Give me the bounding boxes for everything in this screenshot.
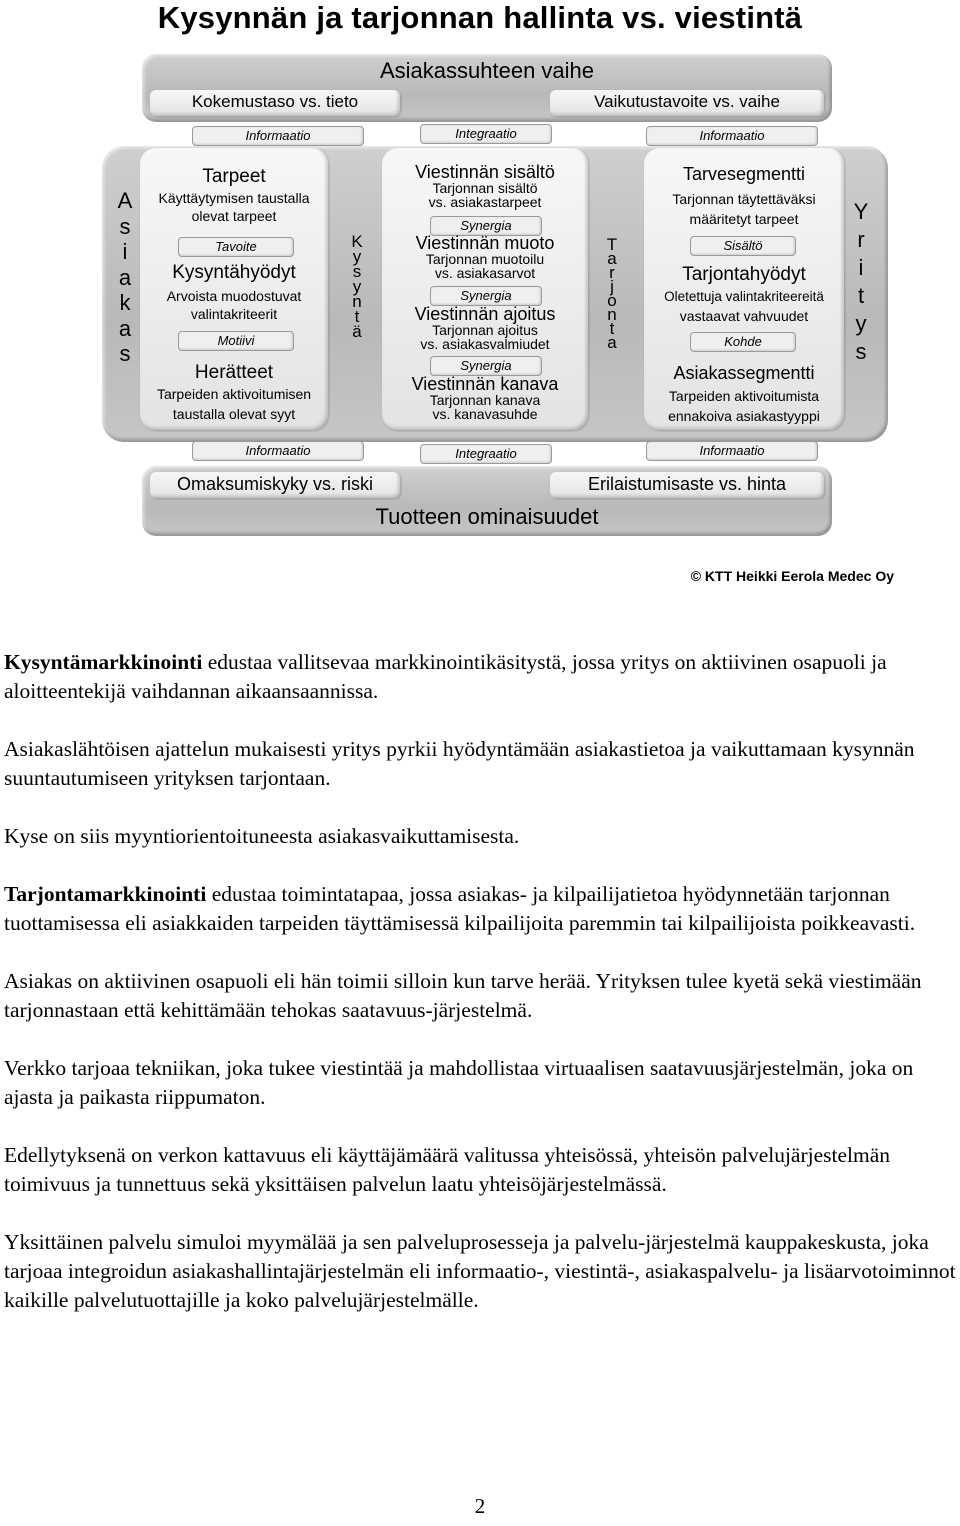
page-title: Kysynnän ja tarjonnan hallinta vs. viestintä — [157, 0, 803, 35]
center-p2: Synergia — [430, 286, 542, 306]
center-s2a: Tarjonnan muotoilu — [425, 251, 545, 267]
center-s3a: Tarjonnan ajoitus — [432, 322, 538, 338]
bottom-band-heading: Tuotteen ominaisuudet — [375, 504, 599, 529]
left-s2b: valintakriteerit — [190, 306, 278, 322]
paragraph: Yksittäinen palvelu simuloi myymälää ja sen palveluprosesseja ja palvelu-järjestelmä kauppakeskusta, joka tarjoaa integroidun asiakashallintajärjestelmän eli informaatio-, viestintä-, asiakaspalvelu- ja lisäarvotoiminnot kaikille palvelutuottajille ja koko palvelujärjestelmälle. — [4, 1230, 956, 1312]
right-s2a: Oletettuja valintakriteereitä — [664, 289, 824, 304]
paragraph: Kyse on siis myyntiorientoituneesta asiakasvaikuttamisesta. — [4, 824, 520, 848]
top-band-right: Vaikutustavoite vs. vaihe — [594, 92, 780, 111]
right-h3: Asiakassegmentti — [673, 363, 815, 383]
copyright: © KTT Heikki Eerola Medec Oy — [690, 568, 894, 584]
left-p1: Tavoite — [178, 237, 294, 257]
top-band-left: Kokemustaso vs. tieto — [191, 92, 359, 111]
right-s3a: Tarpeiden aktivoitumista — [668, 388, 820, 404]
center-s1b: vs. asiakastarpeet — [428, 194, 542, 210]
right-h1: Tarvesegmentti — [682, 164, 806, 184]
tarjonta-vertical: T a r j o n t a — [606, 235, 618, 352]
body-text — [4, 648, 958, 1344]
left-s3b: taustalla olevat syyt — [172, 406, 296, 422]
asiakas-vertical: A s i a k a s — [117, 188, 133, 366]
kysynta-vertical: K y s y n t ä — [351, 232, 363, 341]
center-s4a: Tarjonnan kanava — [429, 392, 541, 408]
paragraph: Asiakaslähtöisen ajattelun mukaisesti yritys pyrkii hyödyntämään asiakastietoa ja vaikuttamaan kysynnän suuntautumiseen yrityksen tarjontaan. — [4, 737, 915, 790]
paragraph: Kysyntämarkkinointi edustaa vallitsevaa markkinointikäsitystä, jossa yritys on aktiivinen osapuoli ja aloitteentekijä vaihdannan aikaansaannissa. — [4, 650, 887, 703]
center-h3: Viestinnän ajoitus — [414, 304, 556, 324]
paragraph: Verkko tarjoaa tekniikan, joka tukee viestintää ja mahdollistaa virtuaalisen saatavuusjärjestelmän, joka on ajasta ja paikasta riippumaton. — [4, 1056, 914, 1109]
right-s1a: Tarjonnan täytettäväksi — [672, 191, 816, 207]
top-connector-integraatio: Integraatio — [420, 124, 552, 144]
center-s4b: vs. kanavasuhde — [432, 406, 538, 422]
left-s3a: Tarpeiden aktivoitumisen — [156, 386, 312, 402]
center-p3: Synergia — [430, 356, 542, 376]
page-number: 2 — [474, 1494, 486, 1518]
paragraph: Asiakas on aktiivinen osapuoli eli hän toimii silloin kun tarve herää. Yrityksen tulee kyetä sekä viestimään tarjonnastaan että kehittämään tehokas saatavuus-järjestelmä. — [4, 969, 922, 1022]
bottom-band-left: Omaksumiskyky vs. riski — [176, 474, 373, 494]
center-h4: Viestinnän kanava — [411, 374, 559, 394]
bottom-connector-informaatio-left: Informaatio — [192, 441, 364, 461]
left-s2a: Arvoista muodostuvat — [166, 288, 302, 304]
bottom-connector-integraatio: Integraatio — [420, 444, 552, 464]
bottom-connector-informaatio-right: Informaatio — [646, 441, 818, 461]
left-s1a: Käyttäytymisen taustalla — [158, 190, 310, 206]
left-h1: Tarpeet — [202, 166, 266, 187]
right-h2: Tarjontahyödyt — [682, 264, 806, 285]
center-s3b: vs. asiakasvalmiudet — [420, 336, 550, 352]
right-p1: Sisältö — [690, 236, 796, 256]
left-h2: Kysyntähyödyt — [172, 262, 296, 283]
top-band-heading: Asiakassuhteen vaihe — [379, 58, 595, 83]
left-h3: Herätteet — [194, 362, 274, 383]
paragraph: Tarjontamarkkinointi edustaa toimintatapaa, jossa asiakas- ja kilpailijatietoa hyödynnetään tarjonnan tuottamisessa eli asiakkaiden tarpeiden täyttämisessä kilpailijoita paremmin tai kilpailijoista poikkeavasti. — [4, 882, 916, 935]
center-h2: Viestinnän muoto — [415, 233, 555, 253]
bottom-band-right: Erilaistumisaste vs. hinta — [587, 474, 787, 494]
demand-supply-diagram — [100, 48, 890, 548]
center-s1a: Tarjonnan sisältö — [432, 180, 538, 196]
right-s3b: ennakoiva asiakastyyppi — [668, 408, 820, 424]
center-h1: Viestinnän sisältö — [415, 162, 555, 182]
right-p2: Kohde — [690, 332, 796, 352]
left-s1b: olevat tarpeet — [191, 208, 277, 224]
top-connector-informaatio-right: Informaatio — [646, 126, 818, 146]
paragraph: Edellytyksenä on verkon kattavuus eli käyttäjämäärä valitussa yhteisössä, yhteisön palvelujärjestelmän toimivuus ja tunnettuus sekä yksittäisen palvelun laatu yhteisöjärjestelmässä. — [4, 1143, 891, 1196]
center-s2b: vs. asiakasarvot — [434, 265, 536, 281]
yritys-vertical: Y r i t y s — [853, 199, 869, 364]
right-s1b: määritetyt tarpeet — [689, 211, 799, 227]
top-connector-informaatio-left: Informaatio — [192, 126, 364, 146]
right-s2b: vastaavat vahvuudet — [679, 308, 809, 324]
left-p2: Motiivi — [178, 331, 294, 351]
center-p1: Synergia — [430, 216, 542, 236]
